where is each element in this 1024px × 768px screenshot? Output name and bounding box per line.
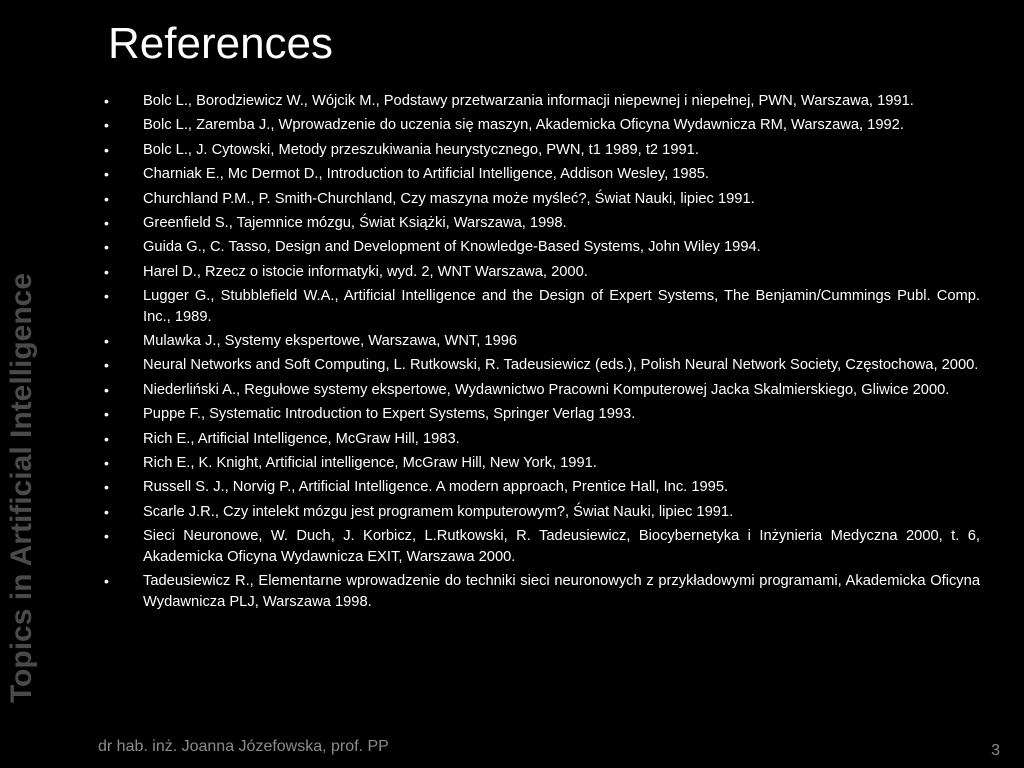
bullet-icon: • (104, 239, 109, 256)
list-item (104, 380, 980, 401)
reference-list (104, 91, 980, 616)
list-item (104, 526, 980, 567)
reference-text: Scarle J.R., Czy intelekt mózgu jest programem komputerowym?, Świat Nauki, lipiec 1991. (143, 503, 734, 520)
reference-text: Guida G., C. Tasso, Design and Development of Knowledge-Based Systems, John Wiley 1994. (143, 239, 761, 256)
list-item (104, 262, 980, 283)
reference-text: Rich E., Artificial Intelligence, McGraw Hill, 1983. (143, 430, 460, 447)
list-item (104, 404, 980, 425)
bullet-icon: • (104, 190, 109, 207)
side-title-bar (0, 0, 44, 768)
list-item (104, 164, 980, 185)
list-item (104, 331, 980, 352)
bullet-icon: • (104, 288, 109, 305)
reference-text: Niederliński A., Regułowe systemy ekspertowe, Wydawnictwo Pracowni Komputerowej Jacka Skalmierskiego, Gliwice 2000. (143, 381, 950, 398)
page-number: 3 (991, 742, 1000, 759)
list-item (104, 355, 980, 376)
reference-text: Tadeusiewicz R., Elementarne wprowadzenie do techniki sieci neuronowych z przykładowymi programami, Akademicka Oficyna Wydawnicza PLJ, Warszawa 1998. (143, 573, 980, 610)
bullet-icon: • (104, 93, 109, 109)
bullet-icon: • (104, 381, 109, 398)
list-item (104, 91, 980, 112)
page-title: References (108, 19, 334, 68)
bullet-icon: • (104, 528, 109, 545)
bullet-icon: • (104, 263, 109, 280)
bullet-icon: • (104, 430, 109, 447)
list-item (104, 429, 980, 450)
list-item (104, 571, 980, 612)
reference-text: Neural Networks and Soft Computing, L. Rutkowski, R. Tadeusiewicz (eds.), Polish Neural Network Society, Częstochowa, 2000. (143, 357, 979, 374)
reference-text: Russell S. J., Norvig P., Artificial Intelligence. A modern approach, Prentice Hall, Inc. 1995. (143, 479, 729, 496)
footer-author: dr hab. inż. Joanna Józefowska, prof. PP (98, 738, 389, 755)
list-item (104, 189, 980, 210)
bullet-icon: • (104, 479, 109, 496)
reference-text: Bolc L., Zaremba J., Wprowadzenie do uczenia się maszyn, Akademicka Oficyna Wydawnicza RM, Warszawa, 1992. (143, 117, 904, 134)
reference-text: Rich E., K. Knight, Artificial intelligence, McGraw Hill, New York, 1991. (143, 454, 597, 471)
reference-text: Harel D., Rzecz o istocie informatyki, wyd. 2, WNT Warszawa, 2000. (143, 263, 588, 280)
list-item (104, 453, 980, 474)
bullet-icon: • (104, 454, 109, 471)
list-item (104, 286, 980, 327)
reference-text: Mulawka J., Systemy ekspertowe, Warszawa, WNT, 1996 (143, 333, 518, 350)
reference-text: Puppe F., Systematic Introduction to Expert Systems, Springer Verlag 1993. (143, 406, 636, 423)
bullet-icon: • (104, 141, 109, 158)
reference-text: Churchland P.M., P. Smith-Churchland, Czy maszyna może myśleć?, Świat Nauki, lipiec 1991. (143, 190, 755, 207)
bullet-icon: • (104, 573, 109, 590)
reference-text: Charniak E., Mc Dermot D., Introduction to Artificial Intelligence, Addison Wesley, 1985. (143, 166, 710, 183)
bullet-icon: • (104, 117, 109, 134)
reference-text: Bolc L., J. Cytowski, Metody przeszukiwania heurystycznego, PWN, t1 1989, t2 1991. (143, 141, 699, 158)
reference-text: Bolc L., Borodziewicz W., Wójcik M., Podstawy przetwarzania informacji niepewnej i niepełnej, PWN, Warszawa, 1991. (143, 93, 914, 109)
side-title: Topics in Artificial Intelligence (5, 272, 38, 704)
bullet-icon: • (104, 214, 109, 231)
reference-text: Lugger G., Stubblefield W.A., Artificial Intelligence and the Design of Expert Systems, The Benjamin/Cummings Publ. Comp. Inc., 1989. (143, 288, 980, 325)
list-item (104, 237, 980, 258)
bullet-icon: • (104, 333, 109, 350)
bullet-icon: • (104, 503, 109, 520)
bullet-icon: • (104, 406, 109, 423)
reference-text: Sieci Neuronowe, W. Duch, J. Korbicz, L.Rutkowski, R. Tadeusiewicz, Biocybernetyka i Inżynieria Medyczna 2000, t. 6, Akademicka Oficyna Wydawnicza EXIT, Warszawa 2000. (143, 528, 980, 565)
list-item (104, 477, 980, 498)
bullet-icon: • (104, 357, 109, 374)
list-item (104, 213, 980, 234)
bullet-icon: • (104, 166, 109, 183)
list-item (104, 140, 980, 161)
list-item (104, 115, 980, 136)
list-item (104, 502, 980, 523)
reference-text: Greenfield S., Tajemnice mózgu, Świat Książki, Warszawa, 1998. (143, 214, 567, 231)
